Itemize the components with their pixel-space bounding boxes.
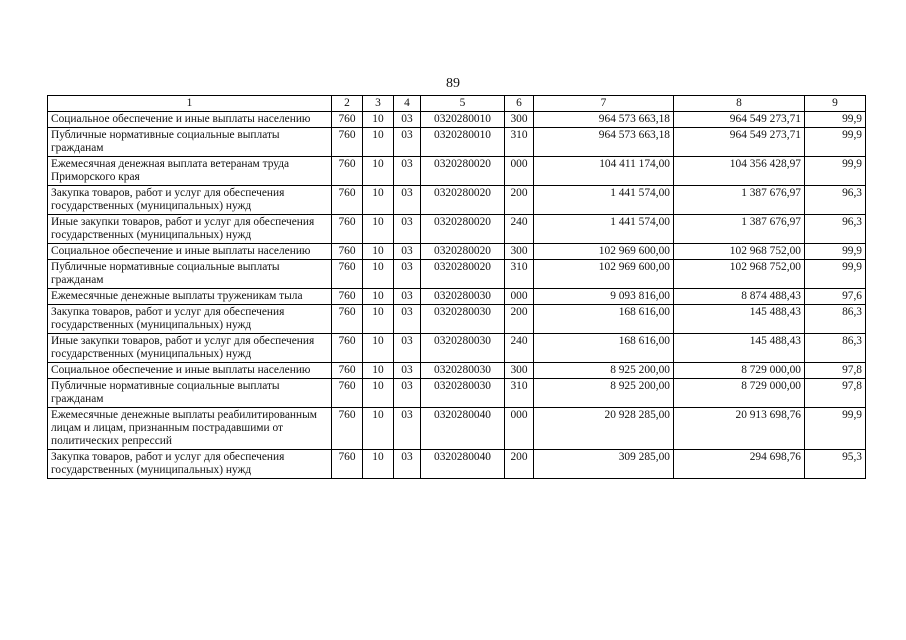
col2-cell: 760 bbox=[332, 260, 363, 289]
col5-cell: 0320280030 bbox=[421, 305, 505, 334]
col5-cell: 0320280030 bbox=[421, 363, 505, 379]
col8-amount-cell: 20 913 698,76 bbox=[674, 408, 805, 450]
table-row bbox=[48, 186, 866, 215]
col5-cell: 0320280030 bbox=[421, 379, 505, 408]
col2-cell: 760 bbox=[332, 289, 363, 305]
col2-cell: 760 bbox=[332, 128, 363, 157]
table-body bbox=[48, 112, 866, 479]
col5-cell: 0320280020 bbox=[421, 186, 505, 215]
col4-cell: 03 bbox=[394, 128, 421, 157]
col8-amount-cell: 145 488,43 bbox=[674, 305, 805, 334]
col3-cell: 10 bbox=[363, 157, 394, 186]
page-number: 89 bbox=[446, 76, 460, 91]
col7-amount-cell: 1 441 574,00 bbox=[534, 215, 674, 244]
col9-percent-cell: 96,3 bbox=[805, 186, 866, 215]
col3-cell: 10 bbox=[363, 450, 394, 479]
col5-cell: 0320280010 bbox=[421, 112, 505, 128]
col8-amount-cell: 294 698,76 bbox=[674, 450, 805, 479]
col4-cell: 03 bbox=[394, 305, 421, 334]
col8-amount-cell: 1 387 676,97 bbox=[674, 186, 805, 215]
col3-cell: 10 bbox=[363, 334, 394, 363]
col3-cell: 10 bbox=[363, 289, 394, 305]
col9-percent-cell: 97,6 bbox=[805, 289, 866, 305]
row-name-cell: Иные закупки товаров, работ и услуг для обеспечения государственных (муниципальных) нужд bbox=[48, 334, 332, 363]
col3-cell: 10 bbox=[363, 363, 394, 379]
col3-cell: 10 bbox=[363, 186, 394, 215]
col6-cell: 300 bbox=[505, 363, 534, 379]
col6-cell: 300 bbox=[505, 244, 534, 260]
col4-cell: 03 bbox=[394, 450, 421, 479]
col7-amount-cell: 309 285,00 bbox=[534, 450, 674, 479]
col8-amount-cell: 145 488,43 bbox=[674, 334, 805, 363]
col6-cell: 200 bbox=[505, 186, 534, 215]
col3-cell: 10 bbox=[363, 244, 394, 260]
col4-cell: 03 bbox=[394, 260, 421, 289]
row-name-cell: Иные закупки товаров, работ и услуг для обеспечения государственных (муниципальных) нужд bbox=[48, 215, 332, 244]
col6-cell: 000 bbox=[505, 408, 534, 450]
col9-percent-cell: 99,9 bbox=[805, 408, 866, 450]
header-cell: 1 bbox=[48, 96, 332, 112]
col5-cell: 0320280010 bbox=[421, 128, 505, 157]
col7-amount-cell: 9 093 816,00 bbox=[534, 289, 674, 305]
table-row bbox=[48, 157, 866, 186]
col6-cell: 310 bbox=[505, 379, 534, 408]
header-cell: 9 bbox=[805, 96, 866, 112]
col6-cell: 240 bbox=[505, 215, 534, 244]
header-cell: 4 bbox=[394, 96, 421, 112]
col2-cell: 760 bbox=[332, 379, 363, 408]
col5-cell: 0320280020 bbox=[421, 260, 505, 289]
col7-amount-cell: 168 616,00 bbox=[534, 334, 674, 363]
col7-amount-cell: 964 573 663,18 bbox=[534, 112, 674, 128]
col4-cell: 03 bbox=[394, 157, 421, 186]
col6-cell: 310 bbox=[505, 260, 534, 289]
header-cell: 7 bbox=[534, 96, 674, 112]
col9-percent-cell: 97,8 bbox=[805, 363, 866, 379]
table-row bbox=[48, 289, 866, 305]
col8-amount-cell: 8 729 000,00 bbox=[674, 363, 805, 379]
col6-cell: 310 bbox=[505, 128, 534, 157]
col5-cell: 0320280040 bbox=[421, 450, 505, 479]
col2-cell: 760 bbox=[332, 186, 363, 215]
col5-cell: 0320280040 bbox=[421, 408, 505, 450]
col7-amount-cell: 104 411 174,00 bbox=[534, 157, 674, 186]
col8-amount-cell: 964 549 273,71 bbox=[674, 112, 805, 128]
table-row bbox=[48, 408, 866, 450]
table-row bbox=[48, 112, 866, 128]
col4-cell: 03 bbox=[394, 244, 421, 260]
col9-percent-cell: 99,9 bbox=[805, 112, 866, 128]
col8-amount-cell: 8 729 000,00 bbox=[674, 379, 805, 408]
row-name-cell: Ежемесячные денежные выплаты реабилитированным лицам и лицам, признанным пострадавшими от политических репрессий bbox=[48, 408, 332, 450]
table-row bbox=[48, 305, 866, 334]
col5-cell: 0320280020 bbox=[421, 215, 505, 244]
row-name-cell: Закупка товаров, работ и услуг для обеспечения государственных (муниципальных) нужд bbox=[48, 450, 332, 479]
header-cell: 2 bbox=[332, 96, 363, 112]
col7-amount-cell: 1 441 574,00 bbox=[534, 186, 674, 215]
row-name-cell: Ежемесячные денежные выплаты труженикам тыла bbox=[48, 289, 332, 305]
col4-cell: 03 bbox=[394, 334, 421, 363]
col2-cell: 760 bbox=[332, 450, 363, 479]
table-row bbox=[48, 215, 866, 244]
col2-cell: 760 bbox=[332, 305, 363, 334]
col2-cell: 760 bbox=[332, 408, 363, 450]
col6-cell: 200 bbox=[505, 305, 534, 334]
col7-amount-cell: 964 573 663,18 bbox=[534, 128, 674, 157]
col2-cell: 760 bbox=[332, 157, 363, 186]
col6-cell: 000 bbox=[505, 289, 534, 305]
row-name-cell: Социальное обеспечение и иные выплаты населению bbox=[48, 363, 332, 379]
col9-percent-cell: 95,3 bbox=[805, 450, 866, 479]
col7-amount-cell: 102 969 600,00 bbox=[534, 244, 674, 260]
col3-cell: 10 bbox=[363, 379, 394, 408]
col6-cell: 300 bbox=[505, 112, 534, 128]
table-row bbox=[48, 334, 866, 363]
table-row bbox=[48, 244, 866, 260]
row-name-cell: Социальное обеспечение и иные выплаты населению bbox=[48, 244, 332, 260]
col5-cell: 0320280030 bbox=[421, 289, 505, 305]
col3-cell: 10 bbox=[363, 305, 394, 334]
row-name-cell: Публичные нормативные социальные выплаты гражданам bbox=[48, 128, 332, 157]
col8-amount-cell: 102 968 752,00 bbox=[674, 260, 805, 289]
col2-cell: 760 bbox=[332, 112, 363, 128]
col5-cell: 0320280020 bbox=[421, 157, 505, 186]
col7-amount-cell: 8 925 200,00 bbox=[534, 379, 674, 408]
col9-percent-cell: 99,9 bbox=[805, 260, 866, 289]
col9-percent-cell: 99,9 bbox=[805, 128, 866, 157]
col4-cell: 03 bbox=[394, 215, 421, 244]
col3-cell: 10 bbox=[363, 260, 394, 289]
col9-percent-cell: 96,3 bbox=[805, 215, 866, 244]
header-cell: 3 bbox=[363, 96, 394, 112]
table-row bbox=[48, 128, 866, 157]
col9-percent-cell: 86,3 bbox=[805, 305, 866, 334]
row-name-cell: Социальное обеспечение и иные выплаты населению bbox=[48, 112, 332, 128]
budget-execution-table bbox=[47, 95, 866, 479]
col7-amount-cell: 20 928 285,00 bbox=[534, 408, 674, 450]
col7-amount-cell: 8 925 200,00 bbox=[534, 363, 674, 379]
col6-cell: 000 bbox=[505, 157, 534, 186]
table-row bbox=[48, 260, 866, 289]
row-name-cell: Закупка товаров, работ и услуг для обеспечения государственных (муниципальных) нужд bbox=[48, 305, 332, 334]
col3-cell: 10 bbox=[363, 128, 394, 157]
header-cell: 6 bbox=[505, 96, 534, 112]
col8-amount-cell: 8 874 488,43 bbox=[674, 289, 805, 305]
col3-cell: 10 bbox=[363, 408, 394, 450]
row-name-cell: Публичные нормативные социальные выплаты гражданам bbox=[48, 379, 332, 408]
col9-percent-cell: 97,8 bbox=[805, 379, 866, 408]
col7-amount-cell: 168 616,00 bbox=[534, 305, 674, 334]
col8-amount-cell: 104 356 428,97 bbox=[674, 157, 805, 186]
row-name-cell: Закупка товаров, работ и услуг для обеспечения государственных (муниципальных) нужд bbox=[48, 186, 332, 215]
header-cell: 8 bbox=[674, 96, 805, 112]
col3-cell: 10 bbox=[363, 215, 394, 244]
col8-amount-cell: 102 968 752,00 bbox=[674, 244, 805, 260]
col5-cell: 0320280020 bbox=[421, 244, 505, 260]
row-name-cell: Публичные нормативные социальные выплаты гражданам bbox=[48, 260, 332, 289]
header-cell: 5 bbox=[421, 96, 505, 112]
col4-cell: 03 bbox=[394, 363, 421, 379]
col3-cell: 10 bbox=[363, 112, 394, 128]
col4-cell: 03 bbox=[394, 379, 421, 408]
col9-percent-cell: 99,9 bbox=[805, 157, 866, 186]
col8-amount-cell: 1 387 676,97 bbox=[674, 215, 805, 244]
col2-cell: 760 bbox=[332, 215, 363, 244]
col9-percent-cell: 99,9 bbox=[805, 244, 866, 260]
col2-cell: 760 bbox=[332, 244, 363, 260]
col4-cell: 03 bbox=[394, 186, 421, 215]
table-row bbox=[48, 450, 866, 479]
col6-cell: 240 bbox=[505, 334, 534, 363]
col5-cell: 0320280030 bbox=[421, 334, 505, 363]
col8-amount-cell: 964 549 273,71 bbox=[674, 128, 805, 157]
col6-cell: 200 bbox=[505, 450, 534, 479]
row-name-cell: Ежемесячная денежная выплата ветеранам труда Приморского края bbox=[48, 157, 332, 186]
header-row bbox=[48, 96, 866, 112]
col7-amount-cell: 102 969 600,00 bbox=[534, 260, 674, 289]
col4-cell: 03 bbox=[394, 408, 421, 450]
table-row bbox=[48, 363, 866, 379]
col2-cell: 760 bbox=[332, 363, 363, 379]
col4-cell: 03 bbox=[394, 112, 421, 128]
col4-cell: 03 bbox=[394, 289, 421, 305]
col9-percent-cell: 86,3 bbox=[805, 334, 866, 363]
table-row bbox=[48, 379, 866, 408]
col2-cell: 760 bbox=[332, 334, 363, 363]
